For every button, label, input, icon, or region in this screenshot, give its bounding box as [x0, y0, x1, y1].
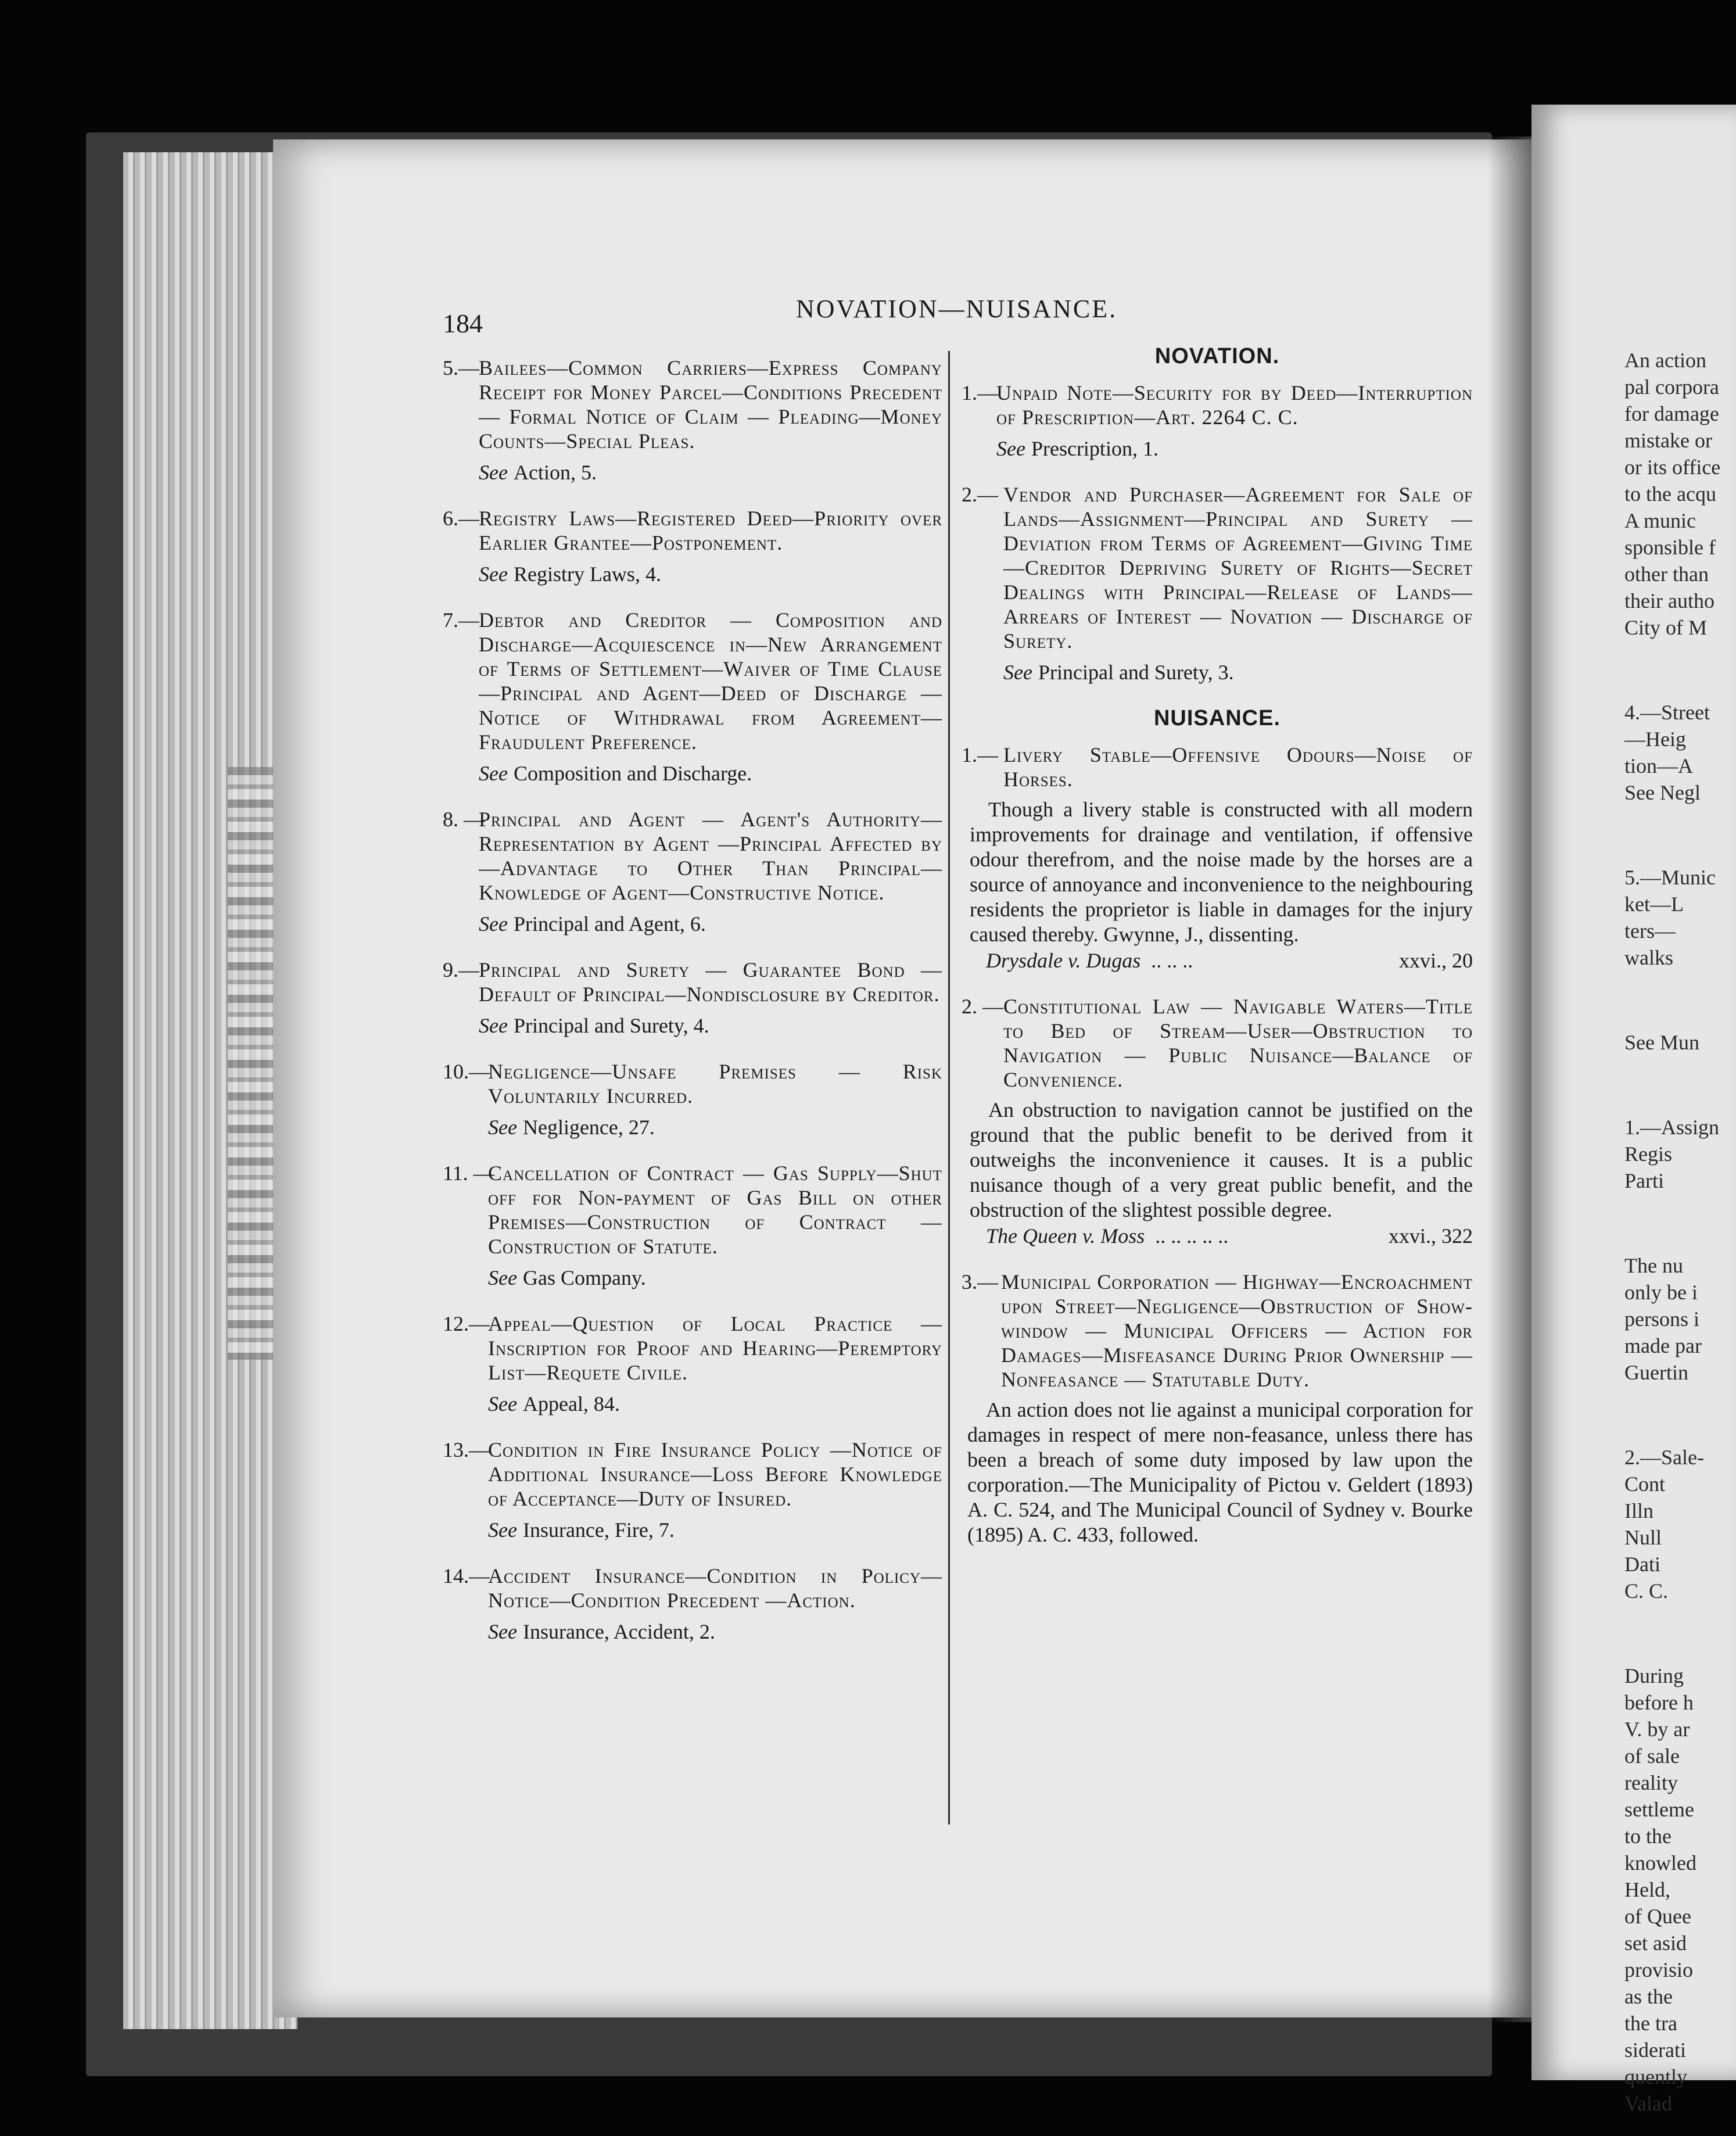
entry-heading: Principal and Surety — Guarantee Bond — Default of Principal—Nondisclosure by Creditor.: [479, 958, 942, 1006]
entry-heading: Cancellation of Contract — Gas Supply—Shut off for Non-payment of Gas Bill on other Premises—Construction of Contract — Construction of Statute.: [488, 1162, 942, 1258]
entry-number: 9.—: [443, 958, 479, 981]
facing-page-line: ket—L: [1624, 893, 1684, 916]
entry-heading: Bailees—Common Carriers—Express Company Receipt for Money Parcel—Conditions Precedent — Formal Notice of Claim — Pleading—Money Counts—Special Pleas.: [479, 356, 942, 453]
see-target: Principal and Surety, 4.: [513, 1014, 709, 1037]
citation-leader: .. .. ..: [1151, 949, 1193, 972]
digest-entry-10: [443, 1059, 942, 1140]
facing-page-line: 4.—Street: [1624, 701, 1710, 724]
facing-page-line: to the acqu: [1624, 482, 1716, 506]
see-label: See: [488, 1518, 517, 1542]
entry-number: 14.—: [443, 1564, 490, 1587]
facing-page-line: as the: [1624, 1985, 1673, 2008]
see-reference: [488, 1266, 942, 1291]
citation-report: xxvi., 20: [1398, 949, 1473, 972]
facing-page-line: only be i: [1624, 1281, 1698, 1304]
facing-page-line: settleme: [1624, 1798, 1694, 1821]
citation-report: xxvi., 322: [1388, 1224, 1473, 1248]
entry-number: 11. —: [443, 1162, 494, 1185]
facing-page-line: Regis: [1624, 1142, 1673, 1166]
see-label: See: [479, 461, 508, 484]
see-reference: [1003, 660, 1473, 685]
citation-case-name: The Queen v. Moss: [986, 1224, 1145, 1248]
nuisance-entry-3: [962, 1270, 1473, 1547]
facing-page-line: to the: [1624, 1825, 1672, 1848]
entry-heading: Livery Stable—Offensive Odours—Noise of Horses.: [1003, 743, 1473, 791]
see-target: Composition and Discharge.: [513, 762, 752, 785]
facing-page-line: —Heig: [1624, 727, 1686, 751]
digest-entry-12: [443, 1311, 942, 1417]
facing-page-line: Null: [1624, 1526, 1662, 1549]
facing-page-line: City of M: [1624, 616, 1708, 639]
entry-heading: Condition in Fire Insurance Policy —Notice of Additional Insurance—Loss Before Knowledge of Acceptance—Duty of Insured.: [488, 1438, 942, 1510]
column-divider: [948, 351, 950, 1825]
see-label: See: [488, 1620, 517, 1643]
facing-page-line: other than: [1624, 562, 1709, 586]
facing-page-line: 5.—Munic: [1624, 866, 1716, 889]
facing-page-line: their autho: [1624, 589, 1715, 612]
facing-page-line: Dati: [1624, 1553, 1660, 1576]
see-reference: [479, 562, 942, 587]
see-reference: [996, 436, 1473, 461]
facing-page-line: persons i: [1624, 1307, 1699, 1331]
facing-page-line: An action: [1624, 349, 1706, 372]
digest-entry-8: [443, 807, 942, 937]
facing-page-line: Guertin: [1624, 1361, 1688, 1384]
facing-page-line: reality: [1624, 1771, 1678, 1794]
facing-page-line: 1.—Assign: [1624, 1116, 1720, 1139]
facing-page-line: quently: [1624, 2065, 1687, 2088]
entry-heading: Vendor and Purchaser—Agreement for Sale of Lands—Assignment—Principal and Surety — Deviation from Terms of Agreement—Giving Time—Creditor Depriving Surety of Rights—Secret Dealings with Principal—Release of Lands—Arrears of Interest — Novation — Discharge of Surety.: [1003, 483, 1473, 653]
facing-page-line: Held,: [1624, 1878, 1670, 1901]
digest-entry-6: [443, 506, 942, 587]
right-column: [962, 344, 1473, 1568]
digest-entry-9: [443, 958, 942, 1038]
entry-number: 7.—: [443, 608, 479, 632]
see-reference: [479, 912, 942, 937]
citation-leader: .. .. .. .. ..: [1155, 1224, 1229, 1248]
facing-page-line: sponsible f: [1624, 536, 1716, 559]
facing-page-line: Illn: [1624, 1499, 1653, 1522]
citation-case: [986, 1224, 1228, 1249]
see-reference: [488, 1619, 942, 1644]
entry-number: 1.—: [962, 381, 998, 404]
facing-page-line: Valad: [1624, 2092, 1672, 2115]
entry-number: 2.—: [962, 483, 998, 506]
section-title-novation: NOVATION.: [1154, 344, 1280, 368]
facing-page-line: walks: [1624, 946, 1673, 969]
entry-heading: Accident Insurance—Condition in Policy—Notice—Condition Precedent —Action.: [488, 1564, 942, 1612]
entry-heading: Debtor and Creditor — Composition and Discharge—Acquiescence in—New Arrangement of Terms of Settlement—Waiver of Time Clause—Principal and Agent—Deed of Discharge — Notice of Withdrawal from Agreement—Fraudulent Preference.: [479, 608, 942, 754]
running-head: NOVATION—NUISANCE.: [796, 295, 1118, 323]
entry-number: 6.—: [443, 507, 479, 530]
see-target: Principal and Surety, 3.: [1038, 661, 1234, 684]
see-target: Gas Company.: [522, 1266, 646, 1289]
facing-page-line: A munic: [1624, 509, 1696, 532]
entry-number: 5.—: [443, 356, 479, 379]
see-target: Principal and Agent, 6.: [513, 912, 706, 936]
entry-number: 1.—: [962, 743, 998, 766]
see-target: Negligence, 27.: [522, 1116, 655, 1139]
facing-page-line: before h: [1624, 1691, 1694, 1714]
see-target: Appeal, 84.: [522, 1392, 620, 1415]
facing-page-line: provisio: [1624, 1958, 1694, 1981]
facing-page-line: mistake or: [1624, 429, 1712, 452]
facing-page-line: for damage: [1624, 402, 1719, 425]
citation-case-name: Drysdale v. Dugas: [986, 949, 1141, 972]
see-label: See: [479, 562, 508, 586]
see-target: Action, 5.: [513, 461, 597, 484]
entry-heading: Appeal—Question of Local Practice — Inscription for Proof and Hearing—Peremptory List—Requete Civile.: [488, 1312, 942, 1384]
facing-page-line: 2.—Sale-: [1624, 1446, 1704, 1469]
see-reference: [488, 1392, 942, 1417]
see-reference: [479, 761, 942, 786]
novation-entry-1: [962, 381, 1473, 461]
entry-number: 2. —: [962, 995, 1003, 1018]
facing-page-line: Cont: [1624, 1472, 1666, 1496]
entry-number: 12.—: [443, 1312, 490, 1335]
page-number: 184: [443, 309, 483, 338]
see-label: See: [1003, 661, 1032, 684]
see-label: See: [488, 1116, 517, 1139]
case-citation: [986, 948, 1473, 973]
entry-body: An action does not lie against a municipal corporation for damages in respect of mere non-feasance, unless there has been a breach of some duty imposed by law upon the corporation.—The Municipality of Pictou v. Geldert (1893) A. C. 524, and The Municipal Council of Sydney v. Bourke (1895) A. C. 433, followed.: [967, 1398, 1473, 1546]
facing-page-line: siderati: [1624, 2038, 1686, 2062]
facing-page-line: The nu: [1624, 1254, 1683, 1277]
facing-page-line: tion—A: [1624, 754, 1694, 777]
entry-body: Though a livery stable is constructed with all modern improvements for drainage and ventilation, if offensive odour therefrom, and the noise made by the horses are a source of annoyance and inconvenience to the neighbouring residents the proprietor is liable in damages for the injury caused thereby. Gwynne, J., dissenting.: [970, 798, 1473, 946]
digest-entry-13: [443, 1438, 942, 1543]
nuisance-entry-2: [962, 994, 1473, 1249]
digest-entry-11: [443, 1161, 942, 1291]
facing-page-line: or its office: [1624, 456, 1721, 479]
entry-heading: Constitutional Law — Navigable Waters—Title to Bed of Stream—User—Obstruction to Navigation — Public Nuisance—Balance of Convenience.: [1003, 995, 1473, 1091]
see-target: Insurance, Fire, 7.: [522, 1518, 675, 1542]
see-target: Prescription, 1.: [1031, 437, 1158, 460]
see-label: See: [488, 1392, 517, 1415]
see-label: See: [479, 762, 508, 785]
see-reference: [488, 1518, 942, 1543]
see-reference: [479, 460, 942, 485]
facing-page-line: ters—: [1624, 919, 1676, 942]
see-label: See: [996, 437, 1025, 460]
facing-page-line: the tra: [1624, 2012, 1677, 2035]
entry-number: 3.—: [962, 1270, 998, 1293]
facing-page-line: made par: [1624, 1334, 1702, 1357]
digest-entry-14: [443, 1564, 942, 1644]
novation-entry-2: [962, 482, 1473, 685]
facing-page-line: See Negl: [1624, 781, 1701, 804]
see-reference: [488, 1115, 942, 1140]
left-column: [443, 356, 942, 1665]
entry-heading: Negligence—Unsafe Premises — Risk Voluntarily Incurred.: [488, 1060, 942, 1108]
digest-entry-7: [443, 608, 942, 786]
facing-page-line: pal corpora: [1624, 375, 1719, 399]
entry-number: 10.—: [443, 1060, 490, 1083]
facing-page-line: V. by ar: [1624, 1718, 1690, 1741]
facing-page-line: of sale: [1624, 1744, 1680, 1768]
entry-heading: Registry Laws—Registered Deed—Priority over Earlier Grantee—Postponement.: [479, 507, 942, 554]
facing-page-line: C. C.: [1624, 1579, 1669, 1603]
facing-page-line: During: [1624, 1664, 1684, 1687]
facing-page-line: set asid: [1624, 1931, 1687, 1955]
facing-page-line: of Quee: [1624, 1905, 1691, 1928]
citation-case: [986, 948, 1193, 973]
entry-number: 8. —: [443, 808, 485, 831]
entry-heading: Principal and Agent — Agent's Authority—Representation by Agent —Principal Affected by—Advantage to Other Than Principal—Knowledge of Agent—Constructive Notice.: [479, 808, 942, 904]
entry-number: 13.—: [443, 1438, 490, 1461]
nuisance-entry-1: [962, 743, 1473, 973]
entry-heading: Unpaid Note—Security for by Deed—Interruption of Prescription—Art. 2264 C. C.: [996, 381, 1473, 429]
section-title-nuisance: NUISANCE.: [1153, 706, 1281, 730]
facing-page-line: knowled: [1624, 1851, 1696, 1875]
entry-heading: Municipal Corporation — Highway—Encroachment upon Street—Negligence—Obstruction of Show-window — Municipal Officers — Action for Damages—Misfeasance During Prior Ownership — Nonfeasance — Statutable Duty.: [1001, 1270, 1473, 1391]
see-label: See: [479, 1014, 508, 1037]
see-target: Insurance, Accident, 2.: [522, 1620, 715, 1643]
entry-body: An obstruction to navigation cannot be justified on the ground that the public benefit to be derived from it outweighs the inconvenience it causes. It is a public nuisance though of a very great public benefit, and the obstruction of the slightest possible degree.: [970, 1098, 1473, 1221]
see-reference: [479, 1013, 942, 1038]
case-citation: [986, 1224, 1473, 1249]
facing-page-line: Parti: [1624, 1169, 1664, 1192]
digest-entry-5: [443, 356, 942, 485]
see-label: See: [488, 1266, 517, 1289]
see-target: Registry Laws, 4.: [513, 562, 661, 586]
facing-page-line: See Mun: [1624, 1031, 1699, 1054]
see-label: See: [479, 912, 508, 936]
